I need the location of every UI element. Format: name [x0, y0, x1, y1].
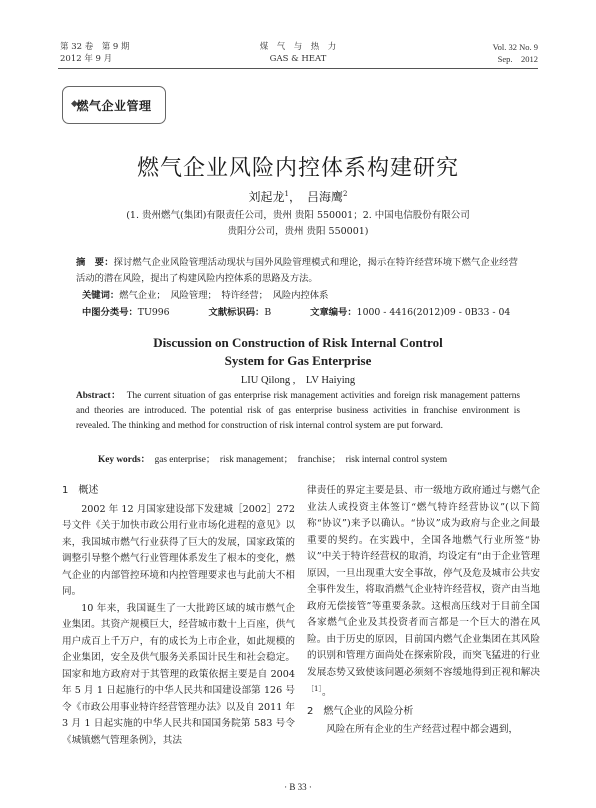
journal-name-en: GAS & HEAT	[269, 54, 327, 64]
section-1-heading: 1 概述	[62, 485, 99, 496]
tag-diamond-icon: ◆	[71, 99, 78, 109]
column-tag: 燃气企业管理	[76, 98, 152, 113]
body-paragraph-3	[307, 483, 540, 702]
clc-label: 中图分类号：	[82, 307, 138, 318]
keywords-en-label: Key words：	[98, 455, 150, 465]
header-rule	[58, 68, 538, 69]
abstract-zh-text: 探讨燃气企业风险管理活动现状与国外风险管理模式和理论，揭示在特许经营环境下燃气企业经营活动的潜在风险，提出了构建风险内控体系的思路及方法。	[76, 257, 518, 284]
paragraph-3-text: 律责任的界定主要是县、市一级地方政府通过与燃气企业法人或投资主体签订“燃气特许经营协议”(以下简称“协议”)来予以确认。“协议”成为政府与企业之间最重要的契约。在实践中，全国各地燃气行业所签“协议”中关于特许经营权的取消，均设定有“由于企业管理原因，一旦出现重大安全事故，停气及危及城市公共安全事件发生，将取消燃气企业特许经营权，资产由当地政府无偿接管”等重要条款。这根高压线对于目前全国各家燃气企业及其投资者而言都是一个巨大的潜在风险。由于历史的原因，目前国内燃气企业集团在其风险的识别和管理方面尚处在探索阶段，而突飞猛进的行业发展态势又致使该问题必须刻不容缓地得到正视和解决	[307, 485, 540, 678]
running-header-right	[493, 41, 538, 65]
body-column-right	[307, 483, 540, 739]
abstract-zh	[76, 255, 518, 286]
title-en-line-1: Discussion on Construction of Risk Internal Control	[153, 335, 443, 350]
doc-code-field	[209, 307, 290, 318]
affiliations	[0, 208, 596, 240]
doc-code-label: 文献标识码：	[208, 307, 265, 318]
clc-value: TU996	[137, 307, 170, 318]
author-2-affil: 2	[343, 190, 348, 198]
keywords-zh-label: 关键词：	[82, 290, 120, 301]
abstract-zh-label: 摘 要：	[76, 257, 114, 268]
journal-name-zh: 煤 气 与 热 力	[259, 42, 337, 52]
body-paragraph-4: 风险在所有企业的生产经营过程中都会遇到，	[326, 724, 519, 736]
authors-en: LIU Qilong , LV Haiying	[240, 375, 356, 386]
author-2: 吕海鹰	[307, 190, 344, 204]
volume-issue-en: Vol. 32 No. 9	[492, 42, 538, 52]
article-no-label: 文章编号：	[310, 307, 357, 318]
section-2-heading: 2 燃气企业的风险分析	[307, 705, 414, 717]
clc-field	[82, 307, 188, 318]
abstract-en-text: The current situation of gas enterprise risk management activities and foreign risk management patterns and theories are introduced. The potential risk of gas enterprise business activities in franchise environment is revealed. The thinking and method for construction of risk internal control system are put forward.	[76, 391, 520, 432]
paragraph-3-end: 。	[321, 687, 332, 699]
doc-code-value: B	[264, 307, 272, 318]
issue-date-en: Sep. 2012	[497, 54, 538, 64]
page-number: · B 33 ·	[284, 782, 312, 792]
article-title-en	[0, 334, 596, 370]
author-separator: ，	[288, 190, 307, 204]
keywords-zh	[82, 289, 328, 303]
keywords-en	[98, 453, 447, 467]
abstract-en-label: Abstract：	[76, 391, 122, 401]
keywords-zh-text: 燃气企业； 风险管理； 特许经营； 风险内控体系	[119, 290, 329, 301]
authors-zh	[0, 188, 596, 205]
article-no-value: 1000 - 4416(2012)09 - 0B33 - 04	[356, 307, 511, 318]
body-column-left	[62, 483, 295, 749]
affiliation-line-2: 贵阳分公司，贵州 贵阳 550001)	[227, 226, 369, 237]
body-paragraph-2: 10 年来，我国诞生了一大批跨区域的城市燃气企业集团。其资产规模巨大，经营城市数十上百座，供气用户成百上千万户，有的成长为上市企业，如此规模的企业集团，安全及供气服务关系国计民生和社会稳定。国家和地方政府对于其管理的政策依据主要是自 2004 年 5 月 1 日起施行的中华人民共和国建设部第 126 号令《市政公用事业特许经营管理办法》以及自 2011 年 3 月 1 日起实施的中华人民共和国国务院第 583 号令《城镇燃气管理条例》，其法	[62, 602, 295, 746]
citation-ref: ［1］	[307, 685, 322, 693]
author-1-affil: 1	[284, 190, 289, 198]
article-title-zh: 燃气企业风险内控体系构建研究	[136, 156, 459, 181]
classification-line	[82, 306, 546, 320]
affiliation-line-1: (1. 贵州燃气(集团)有限责任公司，贵州 贵阳 550001；2. 中国电信股份有限公司	[126, 210, 470, 221]
abstract-en	[76, 389, 520, 435]
article-no-field	[310, 307, 528, 318]
body-paragraph-1: 2002 年 12 月国家建设部下发建城［2002］272 号文件《关于加快市政公用行业市场化进程的意见》以来，我国城市燃气行业获得了巨大的发展，国家政策的调整引导整个燃气行业管理体系发生了根本的变化，燃气企业的内部管控环境和内控管理要求也与此前大不相同。	[62, 503, 295, 597]
author-1: 刘起龙	[248, 190, 285, 204]
issue-date: 2012 年 9 月	[60, 54, 113, 64]
title-en-line-2: System for Gas Enterprise	[224, 353, 372, 368]
column-tag-box	[62, 86, 166, 124]
volume-issue: 第 32 卷 第 9 期	[60, 42, 130, 52]
keywords-en-text: gas enterprise； risk management； franchise； risk internal control system	[154, 455, 448, 465]
